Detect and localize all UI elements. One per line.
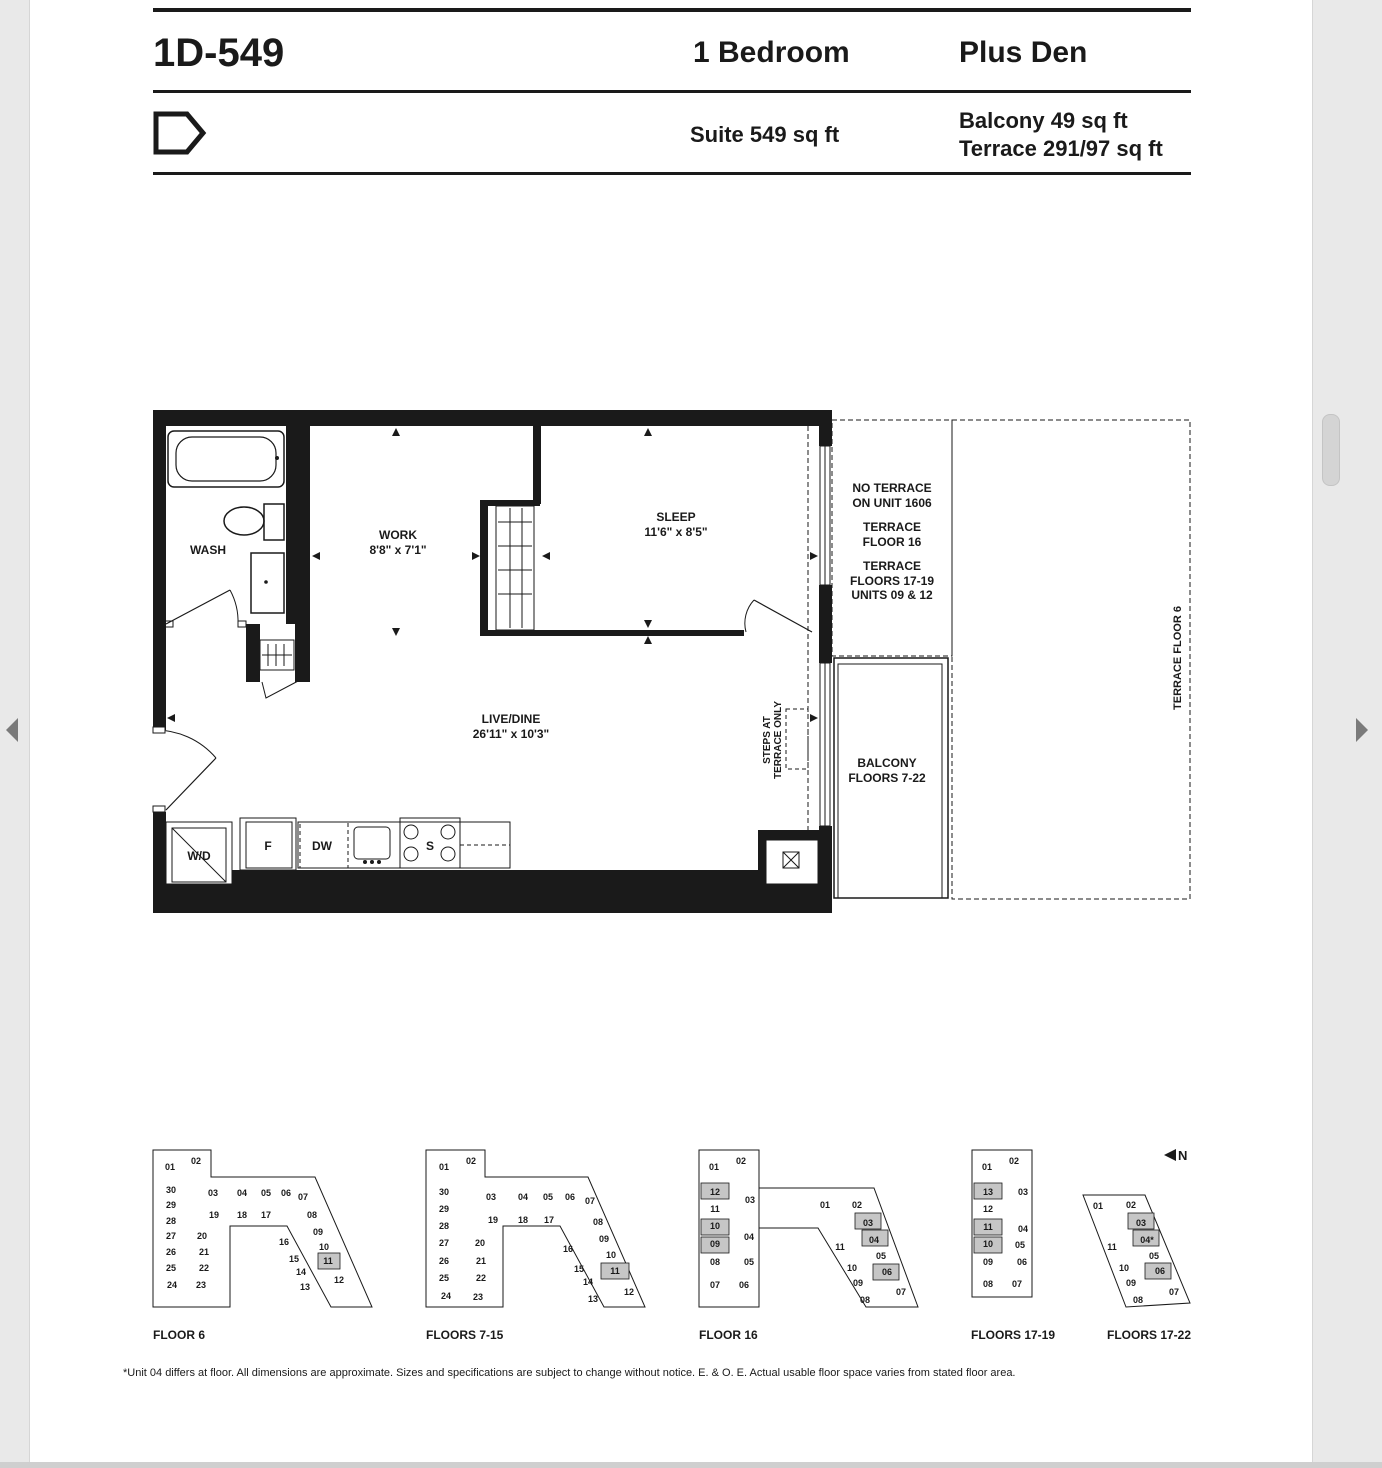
keyplan-unit-number: 04 (1017, 1224, 1029, 1234)
keyplan-unit-number: 18 (236, 1210, 248, 1220)
keyplan-unit-number: 01 (164, 1162, 176, 1172)
keyplan-unit-number: 02 (851, 1200, 863, 1210)
keyplan-unit-number: 09 (312, 1227, 324, 1237)
terrace-notes (848, 481, 934, 785)
keyplan-unit-number: 03 (744, 1195, 756, 1205)
keyplan-unit-number: 10 (318, 1242, 330, 1252)
keyplan-unit-number: 16 (278, 1237, 290, 1247)
keyplan-unit-number: 26 (438, 1256, 450, 1266)
keyplan-unit-number: 10 (846, 1263, 858, 1273)
next-page-arrow-icon[interactable] (1356, 718, 1368, 742)
appliance-stove: S (425, 839, 435, 853)
keyplan-unit-number: 02 (465, 1156, 477, 1166)
keyplan-unit-number: 15 (573, 1264, 585, 1274)
balcony-area: Balcony 49 sq ft (959, 108, 1128, 133)
keyplan-unit-number: 21 (475, 1256, 487, 1266)
room-work: WORK (379, 528, 417, 542)
keyplan-unit-number: 02 (1125, 1200, 1137, 1210)
keyplan-unit-numbers (165, 1156, 1179, 1305)
keyplan-unit-number: 01 (708, 1162, 720, 1172)
footnote: *Unit 04 differs at floor. All dimensions are approximate. Sizes and specifications are subject to change without notice. E. & O. E. Actual usable floor space varies from stated floor area. (123, 1367, 1016, 1379)
keyplan-unit-number: 07 (584, 1196, 596, 1206)
keyplan-unit-number: 20 (474, 1238, 486, 1248)
keyplan-unit-number: 11 (983, 1222, 993, 1232)
keyplan-unit-number: 11 (1107, 1242, 1117, 1252)
keyplan-unit-number: 10 (605, 1250, 617, 1260)
keyplan-unit-number: 07 (297, 1192, 309, 1202)
keyplan-unit-number: 04 (236, 1188, 248, 1198)
keyplan-unit-number: 03 (207, 1188, 219, 1198)
keyplan-unit-number: 08 (592, 1217, 604, 1227)
keyplan-unit-number: 13 (587, 1294, 599, 1304)
keyplan-unit-number: 10 (709, 1221, 721, 1231)
keyplan-unit-number: 15 (288, 1254, 300, 1264)
terrace-note-7: UNITS 09 & 12 (851, 588, 933, 602)
room-wash: WASH (190, 543, 226, 557)
bedroom-count: 1 Bedroom (693, 36, 850, 69)
terrace-note-4: FLOOR 16 (862, 535, 922, 549)
appliance-dw: DW (312, 839, 332, 853)
keyplan-unit-number: 05 (1148, 1251, 1160, 1261)
room-work-dim: 8'8" x 7'1" (369, 543, 427, 557)
keyplan-unit-number: 17 (260, 1210, 272, 1220)
terrace-note-3: TERRACE (862, 520, 922, 534)
terrace-note-5: TERRACE (862, 559, 922, 573)
keyplan-unit-number: 04 (743, 1232, 755, 1242)
keyplan-unit-number: 04 (517, 1192, 529, 1202)
terrace-note-6: FLOORS 17-19 (849, 574, 935, 588)
keyplan-unit-number: 23 (195, 1280, 207, 1290)
keyplan-unit-number: 30 (438, 1187, 450, 1197)
keyplan-unit-number: 12 (709, 1187, 721, 1197)
scrollbar-thumb[interactable] (1322, 414, 1340, 486)
terrace-floor6-label: TERRACE FLOOR 6 (1172, 606, 1184, 710)
keyplan-label-floor-6: FLOOR 6 (153, 1328, 206, 1342)
keyplan-unit-number: 06 (881, 1267, 893, 1277)
room-sleep-dim: 11'6" x 8'5" (644, 525, 708, 539)
keyplan-unit-number: 26 (165, 1247, 177, 1257)
keyplan-unit-number: 23 (472, 1292, 484, 1302)
steps-label-1: STEPS AT (762, 716, 773, 764)
keyplan-unit-number: 25 (438, 1273, 450, 1283)
keyplan-unit-number: 05 (260, 1188, 272, 1198)
keyplan-unit-number: 08 (1132, 1295, 1144, 1305)
keyplan-unit-number: 06 (1016, 1257, 1028, 1267)
previous-page-arrow-icon[interactable] (6, 718, 18, 742)
keyplan-unit-number: 04* (1140, 1235, 1154, 1245)
keyplan-unit-number: 19 (487, 1215, 499, 1225)
keyplan-unit-number: 29 (438, 1204, 450, 1214)
keyplan-unit-number: 12 (982, 1204, 994, 1214)
north-arrow-icon (1164, 1149, 1176, 1161)
keyplan-unit-number: 11 (610, 1266, 620, 1276)
keyplan-unit-number: 01 (981, 1162, 993, 1172)
suite-area: Suite 549 sq ft (690, 122, 840, 147)
keyplan-unit-number: 08 (859, 1295, 871, 1305)
keyplan-unit-number: 05 (542, 1192, 554, 1202)
keyplan-unit-number: 02 (1008, 1156, 1020, 1166)
keyplan-unit-number: 08 (982, 1279, 994, 1289)
keyplan-unit-number: 02 (190, 1156, 202, 1166)
terrace-note-2: ON UNIT 1606 (852, 496, 932, 510)
keyplan-unit-number: 07 (709, 1280, 721, 1290)
keyplan-unit-number: 07 (1168, 1287, 1180, 1297)
keyplan-unit-number: 17 (543, 1215, 555, 1225)
keyplan-unit-number: 28 (165, 1216, 177, 1226)
keyplan-unit-number: 06 (738, 1280, 750, 1290)
keyplan-unit-number: 28 (438, 1221, 450, 1231)
keyplan-unit-number: 27 (438, 1238, 450, 1248)
keyplan-label-floors-17-22: FLOORS 17-22 (1107, 1328, 1192, 1342)
room-live: LIVE/DINE (481, 712, 541, 726)
keyplan-unit-number: 09 (982, 1257, 994, 1267)
keyplan-unit-number: 01 (819, 1200, 831, 1210)
keyplan-unit-number: 03 (862, 1218, 874, 1228)
keyplan-label-floor-16: FLOOR 16 (699, 1328, 758, 1342)
balcony-label: BALCONY (857, 756, 917, 770)
keyplan-unit-number: 18 (517, 1215, 529, 1225)
keyplan-unit-number: 11 (710, 1204, 720, 1214)
keyplan-unit-number: 06 (280, 1188, 292, 1198)
keyplan-unit-number: 10 (1118, 1263, 1130, 1273)
balcony-floors: FLOORS 7-22 (848, 771, 926, 785)
appliance-wd: W/D (187, 849, 211, 863)
keyplan-unit-number: 14 (582, 1277, 594, 1287)
north-label: N (1178, 1148, 1188, 1163)
keyplan-unit-number: 06 (1154, 1266, 1166, 1276)
keyplan-unit-number: 03 (1017, 1187, 1029, 1197)
keyplan-unit-number: 09 (852, 1278, 864, 1288)
keyplan-unit-number: 09 (1125, 1278, 1137, 1288)
terrace-area: Terrace 291/97 sq ft (959, 136, 1163, 161)
bottom-toolbar-edge (0, 1462, 1382, 1468)
keyplan-unit-number: 27 (165, 1231, 177, 1241)
keyplan-unit-number: 05 (743, 1257, 755, 1267)
keyplan-unit-number: 03 (485, 1192, 497, 1202)
keyplan-unit-number: 12 (623, 1287, 635, 1297)
keyplan-unit-number: 10 (982, 1239, 994, 1249)
keyplan-unit-number: 07 (895, 1287, 907, 1297)
keyplan-unit-number: 16 (562, 1244, 574, 1254)
keyplan-unit-number: 13 (982, 1187, 994, 1197)
keyplan-unit-number: 21 (198, 1247, 210, 1257)
keyplan-label-floors-7-15: FLOORS 7-15 (426, 1328, 504, 1342)
keyplan-unit-number: 08 (709, 1257, 721, 1267)
keyplan-unit-number: 09 (598, 1234, 610, 1244)
room-live-dim: 26'11" x 10'3" (472, 727, 550, 741)
keyplan-unit-number: 25 (165, 1263, 177, 1273)
keyplan-unit-number: 07 (1011, 1279, 1023, 1289)
room-sleep: SLEEP (656, 510, 696, 524)
keyplan-unit-number: 22 (475, 1273, 487, 1283)
keyplan-unit-number: 08 (306, 1210, 318, 1220)
unit-code: 1D-549 (153, 31, 285, 75)
keyplan-unit-number: 30 (165, 1185, 177, 1195)
keyplan-unit-number: 04 (868, 1235, 880, 1245)
keyplan-unit-number: 19 (208, 1210, 220, 1220)
keyplan-unit-number: 01 (438, 1162, 450, 1172)
keyplan-label-floors-17-19: FLOORS 17-19 (971, 1328, 1056, 1342)
den-label: Plus Den (959, 36, 1088, 69)
keyplan-unit-number: 13 (299, 1282, 311, 1292)
keyplan-unit-number: 06 (564, 1192, 576, 1202)
keyplan-unit-number: 24 (440, 1291, 452, 1301)
keyplan-unit-number: 11 (835, 1242, 845, 1252)
keyplan-unit-number: 11 (323, 1256, 333, 1266)
steps-label-2: TERRACE ONLY (773, 701, 784, 779)
keyplan-unit-number: 01 (1092, 1201, 1104, 1211)
appliance-fridge: F (264, 839, 272, 853)
keyplan-unit-number: 29 (165, 1200, 177, 1210)
keyplan-unit-number: 05 (875, 1251, 887, 1261)
terrace-note-1: NO TERRACE (852, 481, 932, 495)
keyplan-unit-number: 24 (166, 1280, 178, 1290)
keyplan-unit-number: 02 (735, 1156, 747, 1166)
keyplan-unit-number: 09 (709, 1239, 721, 1249)
keyplan-unit-number: 12 (333, 1275, 345, 1285)
keyplan-unit-number: 05 (1014, 1240, 1026, 1250)
keyplan-unit-number: 22 (198, 1263, 210, 1273)
keyplan-unit-number: 03 (1135, 1218, 1147, 1228)
keyplan-unit-number: 14 (295, 1267, 307, 1277)
keyplan-unit-number: 20 (196, 1231, 208, 1241)
